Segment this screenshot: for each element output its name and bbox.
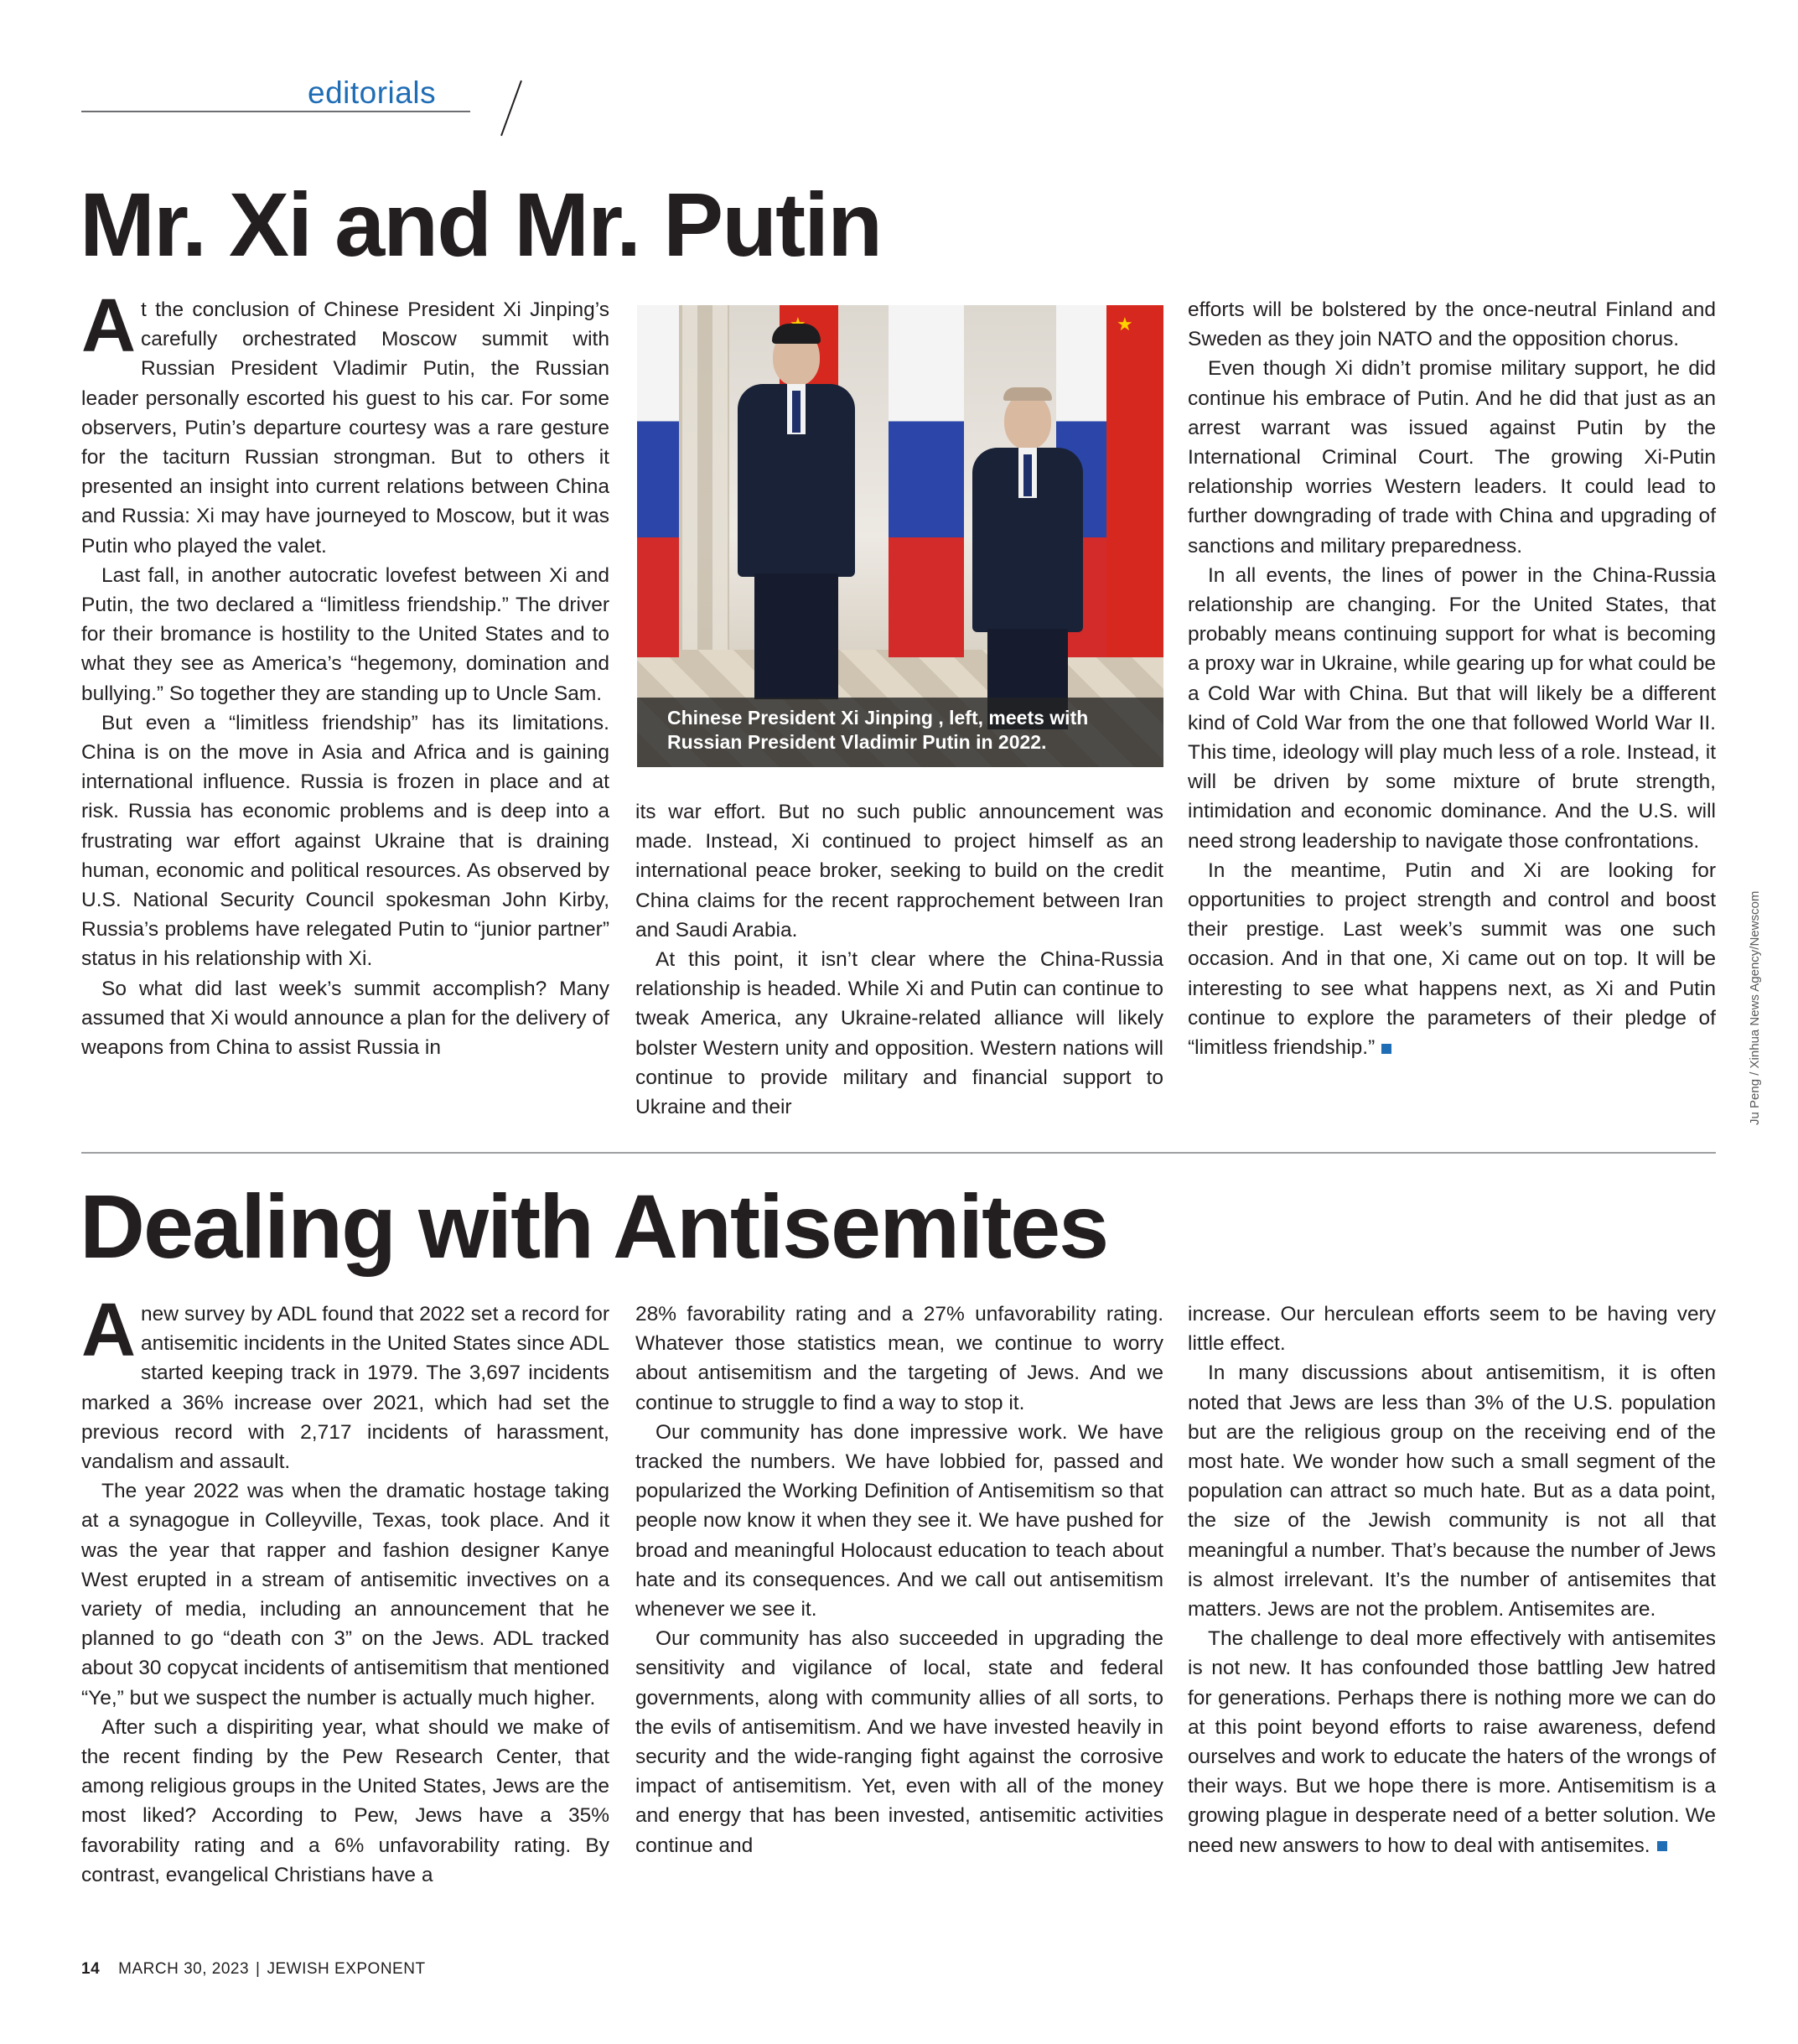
article2-col2-p1: 28% favorability rating and a 27% unfavorability rating. Whatever those statistics mean, we continue to worry about antisemitism and the targeting of Jews. And we continue to struggle to find a way to stop it. bbox=[635, 1303, 1163, 1414]
article1-col1-p4: So what did last week’s summit accomplish? Many assumed that Xi would announce a plan for the delivery of weapons from China to assist Russia in bbox=[81, 977, 609, 1060]
photo-credit: Ju Peng / Xinhua News Agency/Newscom bbox=[1748, 890, 1762, 1125]
chinese-flag-right: ★ bbox=[1106, 305, 1163, 657]
article1-col1-p2: Last fall, in another autocratic lovefest between Xi and Putin, the two declared a “limitless friendship.” The driver for their bromance is hostility to the United States and to what they see as America’s “hegemony, domination and bullying.” So together they are standing up to Uncle Sam. bbox=[81, 563, 609, 705]
article2-dropcap: A bbox=[81, 1289, 136, 1372]
article1-dropcap: A bbox=[81, 284, 136, 368]
article1-col1-p3: But even a “limitless friendship” has its limitations. China is on the move in Asia and Africa and is gaining international influence. Russia is frozen in place and at risk. Russia has economic problems and is deep into a frustrating war effort against Ukraine that is draining human, economic and political resources. As observed by U.S. National Security Council spokesman John Kirby, Russia’s problems have relegated Putin to “junior partner” status in his relationship with Xi. bbox=[81, 711, 609, 971]
article2-col3-p2: In many discussions about antisemitism, it is often noted that Jews are less than 3% of the U.S. population but are the religious group on the receiving end of the most hate. We wonder how such a small segment of the population can attract so much hate. But as a data point, the size of the Jewish community is not all that meaningful a number. That’s because the number of Jews is almost irrelevant. It’s the number of antisemites that matters. Jews are not the problem. Antisemites are. bbox=[1188, 1362, 1716, 1621]
section-slash bbox=[500, 80, 522, 136]
photo-caption-box bbox=[637, 698, 1163, 767]
article2-title: Dealing with Antisemites bbox=[80, 1175, 1108, 1277]
article1-col3-p4: In the meantime, Putin and Xi are looking for opportunities to project strength and control and boost their prestige. Last week’s summit was one such occasion. And in that one, Xi came out on top. It will be interesting to see what happens next, as Xi and Putin continue to explore the parameters of their pledge of “limitless friendship.” bbox=[1188, 859, 1716, 1060]
article1-photo bbox=[637, 305, 1163, 767]
article-divider bbox=[81, 1152, 1716, 1154]
footer-publication: JEWISH EXPONENT bbox=[267, 1960, 426, 1978]
article2-column-3 bbox=[1188, 1300, 1716, 1860]
article2-col2-p2: Our community has done impressive work. We have tracked the numbers. We have lobbied for, passed and popularized the Working Definition of Antisemitism so that people now know it when they see it. We have pushed for broad and meaningful Holocaust education to teach about hate and its consequences. And we call out antisemitism whenever we see it. bbox=[635, 1420, 1163, 1621]
page-footer bbox=[81, 1960, 426, 1979]
end-mark-icon bbox=[1381, 1044, 1391, 1054]
article1-col2-p2: At this point, it isn’t clear where the China-Russia relationship is headed. While Xi and Putin can continue to tweak America, any Ukraine-related alliance will likely bolster Western unity and opposition. Western nations will continue to provide military and financial support to Ukraine and their bbox=[635, 948, 1163, 1119]
article2-col1-p3: After such a dispiriting year, what should we make of the recent finding by the Pew Research Center, that among religious groups in the United States, Jews are the most liked? According to Pew, Jews have a 35% favorability rating and a 6% unfavorability rating. By contrast, evangelical Christians have a bbox=[81, 1715, 609, 1886]
section-rule bbox=[81, 111, 470, 112]
page-number: 14 bbox=[81, 1960, 101, 1978]
article2-col1-p2: The year 2022 was when the dramatic hostage taking at a synagogue in Colleyville, Texas, took place. And it was the year that rapper and fashion designer Kanye West erupted in a stream of antisemitic invectives on a variety of media, including an announcement that he planned to go “death con 3” on the Jews. ADL tracked about 30 copycat incidents of antisemitism that mentioned “Ye,” but we suspect the number is actually much higher. bbox=[81, 1480, 609, 1709]
article1-col3-p3: In all events, the lines of power in the China-Russia relationship are changing. For the United States, that probably means continuing support for what is becoming a proxy war in Ukraine, while gearing up for what could be a Cold War with China. But that will likely be a different kind of Cold War from the one that followed World War II. This time, ideology will play much less of a role. Instead, it will be driven by some mixture of brute strength, intimidation and economic dominance. And the U.S. will need strong leadership to navigate those confrontations. bbox=[1188, 563, 1716, 853]
article1-col1-p1: At the conclusion of Chinese President Xi Jinping’s carefully orchestrated Moscow summit with Russian President Vladimir Putin, the Russian leader personally escorted his guest to his car. For some observers, Putin’s departure courtesy was a rare gesture for the taciturn Russian strongman. But to others it presented an insight into current relations between China and Russia: Xi may have journeyed to Moscow, but it was Putin who played the valet. bbox=[81, 284, 609, 558]
article1-column-1 bbox=[81, 284, 609, 1062]
footer-date: MARCH 30, 2023 bbox=[118, 1960, 250, 1978]
article1-column-2 bbox=[635, 797, 1163, 1122]
russian-flag-center bbox=[889, 305, 964, 657]
article1-col3-p2: Even though Xi didn’t promise military support, he did continue his embrace of Putin. And he did that just as an arrest warrant was issued against Putin by the International Criminal Court. The growing Xi-Putin relationship worries Western leaders. It could lead to further downgrading of trade with China and upgrading of sanctions and military preparedness. bbox=[1188, 357, 1716, 558]
photo-caption: Chinese President Xi Jinping , left, meets with Russian President Vladimir Putin in 2022. bbox=[667, 707, 1089, 753]
article2-col3-p3: The challenge to deal more effectively with antisemites is not new. It has confounded those battling Jew hatred for generations. Perhaps there is nothing more we can do at this point beyond efforts to raise awareness, defend ourselves and work to educate the haters of the wrongs of their ways. But we hope there is more. Antisemitism is a growing plague in desperate need of a better solution. We need new answers to how to deal with antisemites. bbox=[1188, 1627, 1716, 1857]
article2-col2-p3: Our community has also succeeded in upgrading the sensitivity and vigilance of local, state and federal governments, along with community allies of all sorts, to the evils of antisemitism. And we have invested heavily in security and the wide-ranging fight against the corrosive impact of antisemitism. Yet, even with all of the money and energy that has been invested, antisemitic activities continue and bbox=[635, 1627, 1163, 1857]
article1-col2-p1: its war effort. But no such public announcement was made. Instead, Xi continued to project himself as an international peace broker, seeking to build on the credit China claims for the recent rapprochement between Iran and Saudi Arabia. bbox=[635, 801, 1163, 942]
article1-column-3 bbox=[1188, 295, 1716, 1062]
footer-separator: | bbox=[256, 1960, 261, 1978]
russian-flag-left bbox=[637, 305, 679, 657]
article1-title: Mr. Xi and Mr. Putin bbox=[80, 174, 882, 275]
article2-column-1 bbox=[81, 1289, 609, 1890]
end-mark-icon bbox=[1657, 1841, 1667, 1851]
article2-column-2 bbox=[635, 1300, 1163, 1860]
article1-col3-p1: efforts will be bolstered by the once-neutral Finland and Sweden as they join NATO and the opposition chorus. bbox=[1188, 298, 1716, 351]
section-tag bbox=[81, 70, 470, 112]
article2-col3-p1: increase. Our herculean efforts seem to be having very little effect. bbox=[1188, 1303, 1716, 1356]
article2-col1-p1: Anew survey by ADL found that 2022 set a record for antisemitic incidents in the United States since ADL started keeping track in 1979. The 3,697 incidents marked a 36% increase over 2021, which had set the previous record with 2,717 incidents of harassment, vandalism and assault. bbox=[81, 1289, 609, 1474]
section-label: editorials bbox=[308, 75, 437, 110]
